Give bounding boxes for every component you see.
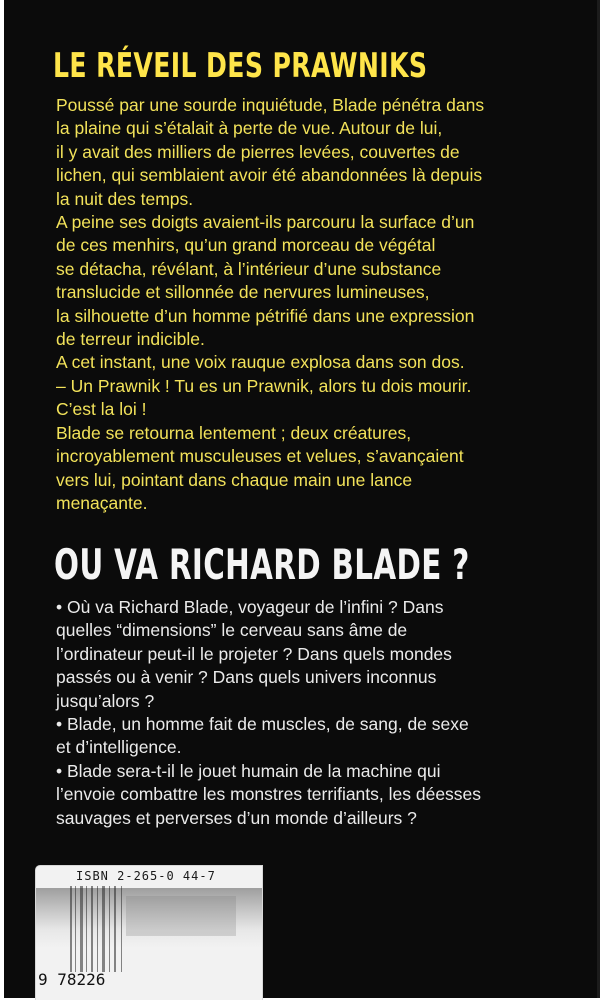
description-line: • Blade, un homme fait de muscles, de sang, de sexe [56, 714, 469, 735]
synopsis-line: de terreur indicible. [56, 329, 205, 350]
synopsis-line: C’est la loi ! [56, 399, 147, 420]
barcode-icon [66, 886, 246, 972]
section-title-richard-blade: OU VA RICHARD BLADE ? [54, 540, 470, 589]
synopsis-line: – Un Prawnik ! Tu es un Prawnik, alors tu dois mourir. [56, 375, 472, 396]
synopsis-line: Blade se retourna lentement ; deux créatures, [56, 422, 412, 443]
synopsis-line: A peine ses doigts avaient-ils parcouru la surface d’un [56, 212, 475, 233]
description-line: et d’intelligence. [56, 737, 182, 758]
description-line: sauvages et perverses d’un monde d’ailleurs ? [56, 807, 417, 828]
synopsis-line: Poussé par une sourde inquiétude, Blade pénétra dans [56, 95, 485, 115]
synopsis-line: incroyablement musculeuses et velues, s’avançaient [56, 446, 464, 467]
synopsis-line: lichen, qui semblaient avoir été abandonnées là depuis [56, 165, 483, 186]
description-line: l’envoie combattre les monstres terrifiants, les déesses [56, 784, 482, 805]
synopsis-paragraph [56, 94, 576, 515]
barcode-number: 9 78226 [38, 970, 106, 989]
synopsis-line: vers lui, pointant dans chaque main une lance [56, 469, 413, 490]
synopsis-line: la silhouette d’un homme pétrifié dans une expression [56, 305, 475, 326]
description-line: • Blade sera-t-il le jouet humain de la machine qui [56, 760, 441, 781]
description-line: l’ordinateur peut-il le projeter ? Dans quels mondes [56, 643, 452, 664]
synopsis-line: la nuit des temps. [56, 188, 194, 209]
description-line: jusqu’alors ? [56, 690, 155, 711]
series-description [56, 596, 586, 830]
barcode-sticker [36, 866, 262, 1000]
synopsis-line: il y avait des milliers de pierres levées, couvertes de [56, 141, 460, 162]
synopsis-line: se détacha, révélant, à l’intérieur d’une substance [56, 258, 442, 279]
book-back-cover [4, 0, 600, 998]
synopsis-line: translucide et sillonnée de nervures lumineuses, [56, 282, 430, 303]
synopsis-line: A cet instant, une voix rauque explosa dans son dos. [56, 352, 465, 373]
synopsis-line: menaçante. [56, 492, 148, 513]
synopsis-line: de ces menhirs, qu’un grand morceau de végétal [56, 235, 436, 256]
synopsis-line: la plaine qui s’étalait à perte de vue. Autour de lui, [56, 118, 443, 139]
description-line: • Où va Richard Blade, voyageur de l’infini ? Dans [56, 597, 444, 617]
description-line: quelles “dimensions” le cerveau sans âme de [56, 620, 408, 641]
description-line: passés ou à venir ? Dans quels univers inconnus [56, 667, 437, 688]
section-title-reveil: LE RÉVEIL DES PRAWNIKS [53, 46, 428, 86]
isbn-text: ISBN 2-265-0 44-7 [76, 869, 216, 883]
